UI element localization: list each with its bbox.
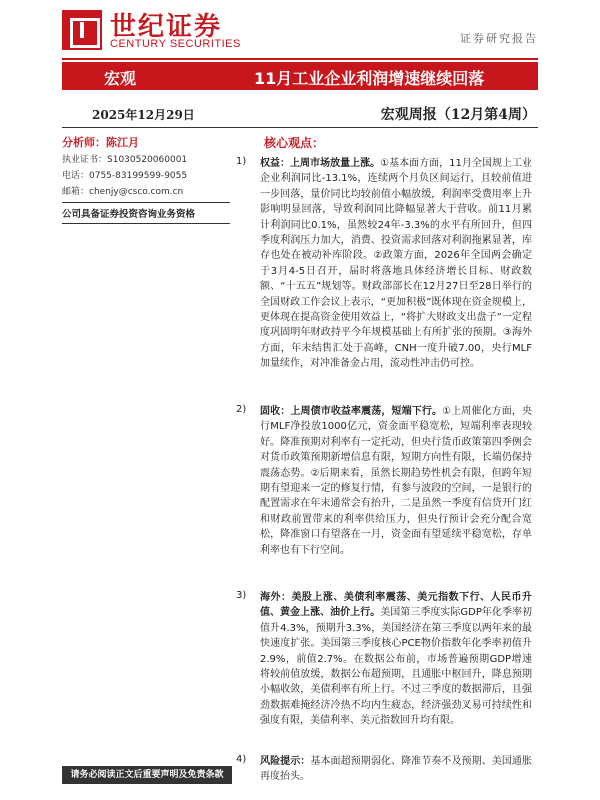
company-logo-icon — [62, 10, 102, 50]
core-views-title: 核心观点： — [264, 136, 325, 150]
analyst-heading — [62, 134, 230, 150]
report-date: 2025年12月29日 — [92, 108, 195, 122]
analyst-panel — [62, 132, 230, 224]
title-bar — [62, 62, 538, 90]
analyst-label: 分析师： — [62, 136, 106, 149]
item-body: 美国第三季度实际GDP年化季率初值升4.3%，预期升3.3%，美国经济在第三季度以两年来的最快速度扩张。美国第三季度核心PCE物价指数年化季率初值升2.9%，前值2.7%。在数据公布前，市场普遍预期GDP增速将较前值放缓，数据公布超预期，且通胀中枢回升，降息预期小幅收敛，美债利率有所上行。不过三季度的数据滞后，且强劲数据难掩经济冷热不均内生疲态，经济强劲叉易可持续性和强度有限，美债利率、美元指数回升均有限。 — [260, 607, 532, 727]
item-number: 3) — [236, 590, 247, 601]
item-heading: 固收：上周债市收益率震荡，短端下行。 — [260, 406, 443, 417]
item-body: ①上周催化方面，央行MLF净投放1000亿元，资金面平稳宽松，短端利率表现较好。降准预期对利率有一定托动，但央行货币政策第四季例会对货币政策预期新增信息有限，短期方向性有限，长端仍保持震荡态势。②后期来看，虽然长期趋势性机会有限，但跨年短期有望迎来一定的修复行情，有参与波段的空间，一是银行的配置需求在年末通常会有抬升，二是虽然一季度有信贷开门红和财政前置带来的利率供给压力，但央行预计会充分配合宽松，降准窗口有望落在一月，资金面有望延续平稳宽松，存单利率也有下行空间。 — [260, 406, 533, 556]
header-divider — [62, 58, 538, 60]
item-text — [260, 590, 532, 729]
item-heading: 权益：上周市场放量上涨。 — [260, 158, 381, 169]
disclaimer-footer: 请务必阅读正文后重要声明及免责条款 — [62, 766, 232, 784]
report-category: 宏观 — [104, 69, 137, 88]
analyst-email[interactable]: 邮箱：chenjy@csco.com.cn — [62, 187, 184, 197]
report-type-label: 证券研究报告 — [460, 32, 538, 45]
report-series: 宏观周报（12月第4周） — [380, 107, 536, 123]
item-number: 4) — [236, 754, 247, 765]
report-header — [0, 0, 600, 60]
analyst-cert: 执业证书：S1030520060001 — [62, 155, 188, 165]
item-heading: 风险提示： — [260, 756, 311, 767]
analyst-phone: 电话：0755-83199599-9055 — [62, 171, 188, 181]
qualification-divider — [62, 223, 230, 224]
date-divider — [62, 127, 538, 128]
item-text — [260, 404, 532, 558]
analyst-divider — [62, 202, 230, 203]
brand-name-cn: 世纪证券 — [110, 12, 223, 42]
item-text — [260, 156, 532, 372]
analyst-name: 陈江月 — [106, 136, 139, 149]
report-title: 11月工业企业利润增速继续回落 — [254, 69, 485, 88]
item-body: 基本面超预期弱化、降准节奏不及预期、美国通胀再度抬头。 — [260, 756, 533, 783]
company-qualification: 公司具备证券投资咨询业务资格 — [62, 209, 196, 220]
item-number: 1) — [236, 156, 247, 167]
item-number: 2) — [236, 404, 247, 415]
item-text — [260, 754, 532, 785]
item-heading: 海外：美股上涨、美债利率震荡、美元指数下行、人民币升值、黄金上涨、油价上行。 — [260, 592, 532, 619]
date-row — [62, 104, 538, 126]
brand-name-en: CENTURY SECURITIES — [110, 38, 241, 50]
item-body: ①基本面方面，11月全国规上工业企业利润同比-13.1%，连续两个月负区间运行，且较前值进一步回落，量价同比均较前值小幅放缓，利润率受费用率上升影响明显回落，导致利润同比降幅显著大于营收。前11月累计利润同比0.1%，虽然较24年-3.3%的水平有所回升，但四季度利润压力加大，消费、投资需求回落对利润拖累显著，库存也处在被动补库阶段。②政策方面，2026年全国两会确定于3月4-5日召开，届时将落地具体经济增长目标、财政数额、“十五五”规划等。财政部部长在12月27日至28日举行的全国财政工作会议上表示，“更加积极”既体现在资金规模上，更体现在提高资金使用效益上，“将扩大财政支出盘子”一定程度巩固明年财政持平今年规模基础上有所扩张的预期。③海外方面，年末结售汇处于高峰，CNH一度升破7.00，央行MLF加量续作，对冲准备金占用，流动性冲击仍可控。 — [260, 158, 532, 370]
